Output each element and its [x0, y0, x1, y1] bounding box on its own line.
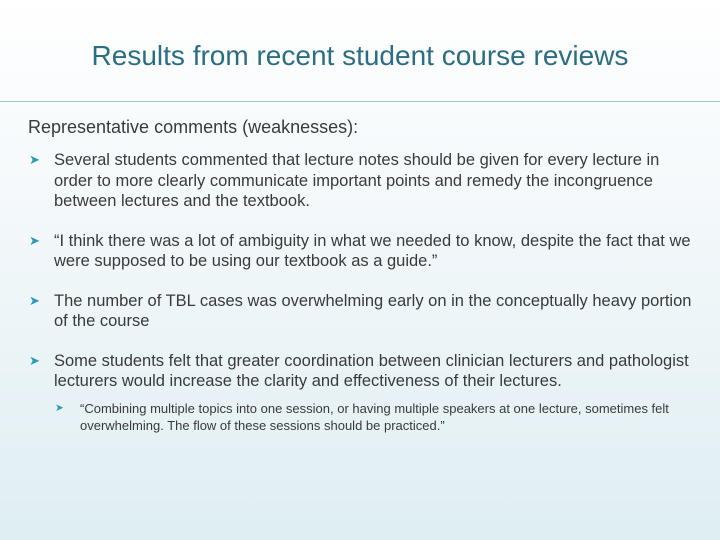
- bullet-item: [28, 231, 698, 272]
- bullet-text: The number of TBL cases was overwhelming early on in the conceptually heavy portion of the course: [54, 291, 692, 330]
- sub-bullet-list: [54, 400, 698, 434]
- slide-title: Results from recent student course reviews: [91, 40, 629, 71]
- sub-bullet-item: [54, 400, 698, 434]
- title-divider: [0, 101, 720, 102]
- slide-content: [28, 114, 698, 453]
- subheading: Representative comments (weaknesses):: [28, 117, 359, 137]
- sub-bullet-text: “Combining multiple topics into one session, or having multiple speakers at one lecture, sometimes felt overwhelming. The flow of these sessions should be practiced.”: [80, 400, 669, 433]
- bullet-text: Some students felt that greater coordination between clinician lecturers and pathologist lecturers would increase the clarity and effectiveness of their lectures.: [54, 351, 689, 390]
- bullet-item: [28, 351, 698, 434]
- bullet-text: Several students commented that lecture notes should be given for every lecture in order to more clearly communicate important points and remedy the incongruence between lectures and the textbook.: [54, 151, 660, 210]
- bullet-arrow-icon: ➤: [29, 352, 40, 368]
- bullet-item: [28, 291, 698, 332]
- bullet-list: [28, 150, 698, 434]
- bullet-arrow-icon: ➤: [29, 292, 40, 308]
- bullet-arrow-icon: ➤: [29, 232, 40, 248]
- bullet-arrow-icon: ➤: [29, 152, 40, 167]
- bullet-text: “I think there was a lot of ambiguity in what we needed to know, despite the fact that we were supposed to be using our textbook as a guide.”: [54, 231, 691, 270]
- bullet-arrow-icon: ➤: [55, 401, 64, 414]
- bullet-item: [28, 150, 698, 212]
